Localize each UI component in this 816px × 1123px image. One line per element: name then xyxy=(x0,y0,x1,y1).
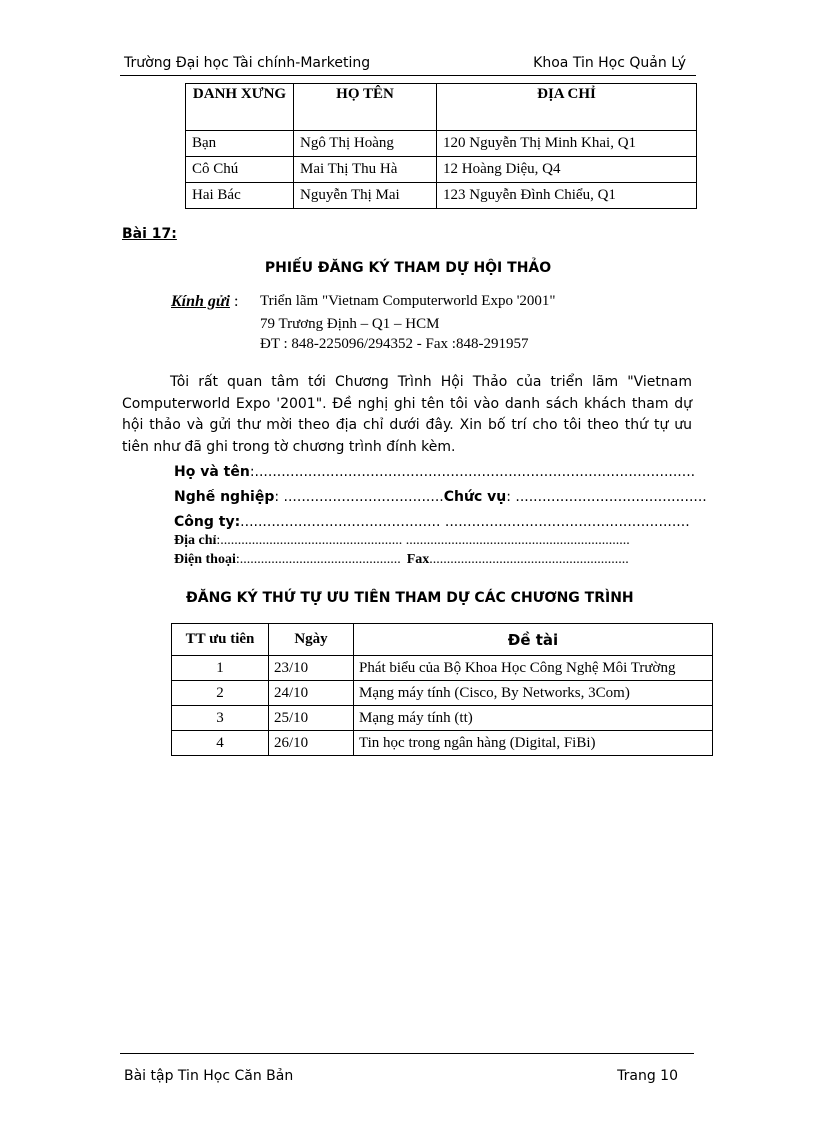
cell-name: Ngô Thị Hoàng xyxy=(294,131,437,157)
column-header-date: Ngày xyxy=(269,624,354,656)
page-number: Trang 10 xyxy=(617,1068,678,1084)
cell-address: 123 Nguyễn Đình Chiểu, Q1 xyxy=(437,183,697,209)
cell-priority: 1 xyxy=(172,656,269,681)
table-row xyxy=(186,183,697,209)
recipient-separator: : xyxy=(229,293,239,310)
address-dots: :.................................................... ................................................................ xyxy=(216,533,630,548)
recipient-line: 79 Trương Định – Q1 – HCM xyxy=(260,316,440,332)
table-row xyxy=(186,157,697,183)
cell-priority: 3 xyxy=(172,706,269,731)
form-title: PHIẾU ĐĂNG KÝ THAM DỰ HỘI THẢO xyxy=(264,260,552,276)
header-school: Trường Đại học Tài chính-Marketing xyxy=(124,55,371,71)
table-row xyxy=(172,681,713,706)
cell-date: 26/10 xyxy=(269,731,354,756)
column-header-topic: Đề tài xyxy=(354,624,713,656)
column-header-address: ĐỊA CHỈ xyxy=(437,84,697,131)
form-field-company xyxy=(174,514,710,530)
recipient-line: ĐT : 848-225096/294352 - Fax :848-291957 xyxy=(260,336,529,352)
column-header-name: HỌ TÊN xyxy=(294,84,437,131)
table-header-row xyxy=(172,624,713,656)
form-field-job-position xyxy=(174,489,710,505)
name-label: Họ và tên xyxy=(174,464,250,480)
exercise-label: Bài 17: xyxy=(122,226,177,242)
form-field-name xyxy=(174,464,710,480)
table-row xyxy=(172,656,713,681)
cell-title: Bạn xyxy=(186,131,294,157)
column-header-title: DANH XƯNG xyxy=(186,84,294,131)
cell-date: 24/10 xyxy=(269,681,354,706)
cell-address: 12 Hoàng Diệu, Q4 xyxy=(437,157,697,183)
job-label: Nghề nghiệp xyxy=(174,489,275,505)
address-label: Địa chỉ xyxy=(174,533,217,548)
cell-name: Mai Thị Thu Hà xyxy=(294,157,437,183)
form-field-address xyxy=(174,533,710,549)
cell-address: 120 Nguyễn Thị Minh Khai, Q1 xyxy=(437,131,697,157)
request-paragraph: Tôi rất quan tâm tới Chương Trình Hội Thảo của triển lãm "Vietnam Computerworld Expo '2001". Đề nghị ghi tên tôi vào danh sách khách tham dự hội thảo và gửi thư mời theo địa chỉ dưới đây. Xin bố trí cho tôi theo thứ tự ưu tiên như đã ghi trong tờ chương trình đính kèm. xyxy=(122,374,692,455)
cell-topic: Tin học trong ngân hàng (Digital, FiBi) xyxy=(354,731,713,756)
form-field-phone-fax xyxy=(174,552,710,568)
cell-topic: Phát biểu của Bộ Khoa Học Công Nghệ Môi Trường xyxy=(354,656,713,681)
cell-priority: 4 xyxy=(172,731,269,756)
recipient-label xyxy=(171,293,238,311)
position-label: Chức vụ xyxy=(443,489,507,505)
phone-label: Điện thoại xyxy=(174,552,236,567)
recipient-label-text: Kính gửi xyxy=(171,293,230,310)
footer-course: Bài tập Tin Học Căn Bản xyxy=(124,1068,294,1084)
company-dots: ............................................. ....................................................... xyxy=(240,514,690,530)
page-footer xyxy=(120,1053,694,1084)
table-row xyxy=(172,706,713,731)
position-dots: : ........................................... xyxy=(506,489,707,505)
table-header-row xyxy=(186,84,697,131)
page-header xyxy=(120,53,696,76)
cell-date: 25/10 xyxy=(269,706,354,731)
cell-date: 23/10 xyxy=(269,656,354,681)
header-faculty: Khoa Tin Học Quản Lý xyxy=(533,55,686,71)
table-row xyxy=(186,131,697,157)
recipient-line: Triển lãm "Vietnam Computerworld Expo '2001" xyxy=(260,293,556,309)
cell-topic: Mạng máy tính (Cisco, By Networks, 3Com) xyxy=(354,681,713,706)
contacts-table xyxy=(185,83,697,209)
cell-topic: Mạng máy tính (tt) xyxy=(354,706,713,731)
column-header-priority: TT ưu tiên xyxy=(172,624,269,656)
company-label: Công ty: xyxy=(174,514,241,530)
name-dots: :................................................................................................... xyxy=(249,464,696,480)
priority-table xyxy=(171,623,713,756)
priority-title: ĐĂNG KÝ THỨ TỰ ƯU TIÊN THAM DỰ CÁC CHƯƠNG TRÌNH xyxy=(186,590,634,606)
table-row xyxy=(172,731,713,756)
cell-priority: 2 xyxy=(172,681,269,706)
fax-label: Fax xyxy=(406,552,430,567)
phone-dots: :.............................................. xyxy=(235,552,401,567)
cell-title: Cô Chú xyxy=(186,157,294,183)
cell-name: Nguyễn Thị Mai xyxy=(294,183,437,209)
fax-dots: ......................................................... xyxy=(429,552,629,567)
cell-title: Hai Bác xyxy=(186,183,294,209)
job-dots: : .................................... xyxy=(274,489,444,505)
